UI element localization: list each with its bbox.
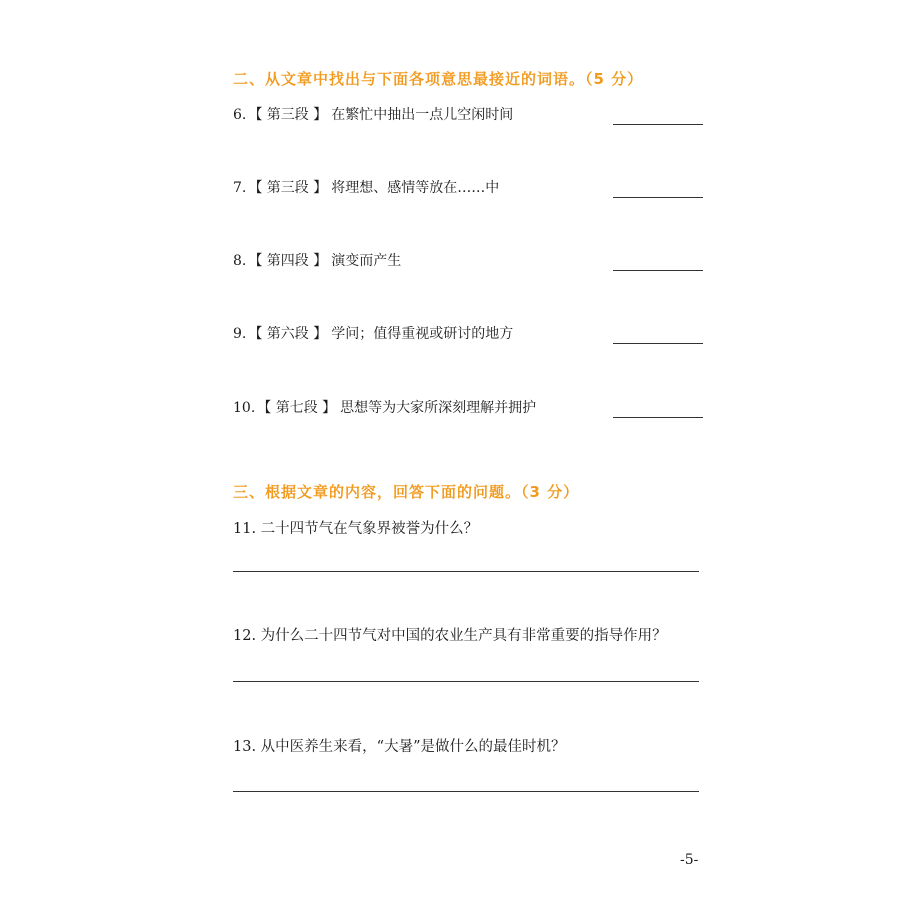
paragraph-tag: 【 第七段 】 bbox=[257, 400, 337, 416]
item-meaning: 思想等为大家所深刻理解并拥护 bbox=[340, 400, 537, 416]
vocab-item-8 bbox=[233, 249, 703, 273]
item-number: 7. bbox=[233, 180, 247, 196]
item-number: 8. bbox=[233, 253, 247, 269]
vocab-item-9 bbox=[233, 322, 703, 346]
answer-blank[interactable] bbox=[613, 124, 703, 125]
section-2-title: 二、从文章中找出与下面各项意思最接近的词语。（5 分） bbox=[233, 70, 644, 88]
question-12: 12. 为什么二十四节气对中国的农业生产具有非常重要的指导作用？ bbox=[233, 628, 667, 644]
page-number: -5- bbox=[680, 852, 699, 868]
answer-blank[interactable] bbox=[613, 197, 703, 198]
paragraph-tag: 【 第三段 】 bbox=[248, 180, 328, 196]
answer-blank[interactable] bbox=[613, 417, 703, 418]
answer-blank[interactable] bbox=[613, 343, 703, 344]
item-number: 10. bbox=[233, 400, 256, 416]
section-3-title: 三、根据文章的内容，回答下面的问题。（3 分） bbox=[233, 483, 580, 501]
item-meaning: 将理想、感情等放在……中 bbox=[331, 180, 500, 196]
question-13: 13. 从中医养生来看，“大暑”是做什么的最佳时机？ bbox=[233, 739, 566, 755]
paragraph-tag: 【 第四段 】 bbox=[248, 253, 328, 269]
vocab-item-6 bbox=[233, 103, 703, 127]
question-11: 11. 二十四节气在气象界被誉为什么？ bbox=[233, 521, 479, 537]
answer-line-13[interactable] bbox=[233, 791, 699, 792]
item-meaning: 演变而产生 bbox=[331, 253, 402, 269]
answer-line-11[interactable] bbox=[233, 571, 699, 572]
paragraph-tag: 【 第三段 】 bbox=[248, 107, 328, 123]
answer-line-12[interactable] bbox=[233, 681, 699, 682]
answer-blank[interactable] bbox=[613, 270, 703, 271]
vocab-item-10 bbox=[233, 396, 703, 420]
item-number: 6. bbox=[233, 107, 247, 123]
item-meaning: 学问；值得重视或研讨的地方 bbox=[331, 326, 514, 342]
item-number: 9. bbox=[233, 326, 247, 342]
item-meaning: 在繁忙中抽出一点儿空闲时间 bbox=[331, 107, 514, 123]
paragraph-tag: 【 第六段 】 bbox=[248, 326, 328, 342]
vocab-item-7 bbox=[233, 176, 703, 200]
